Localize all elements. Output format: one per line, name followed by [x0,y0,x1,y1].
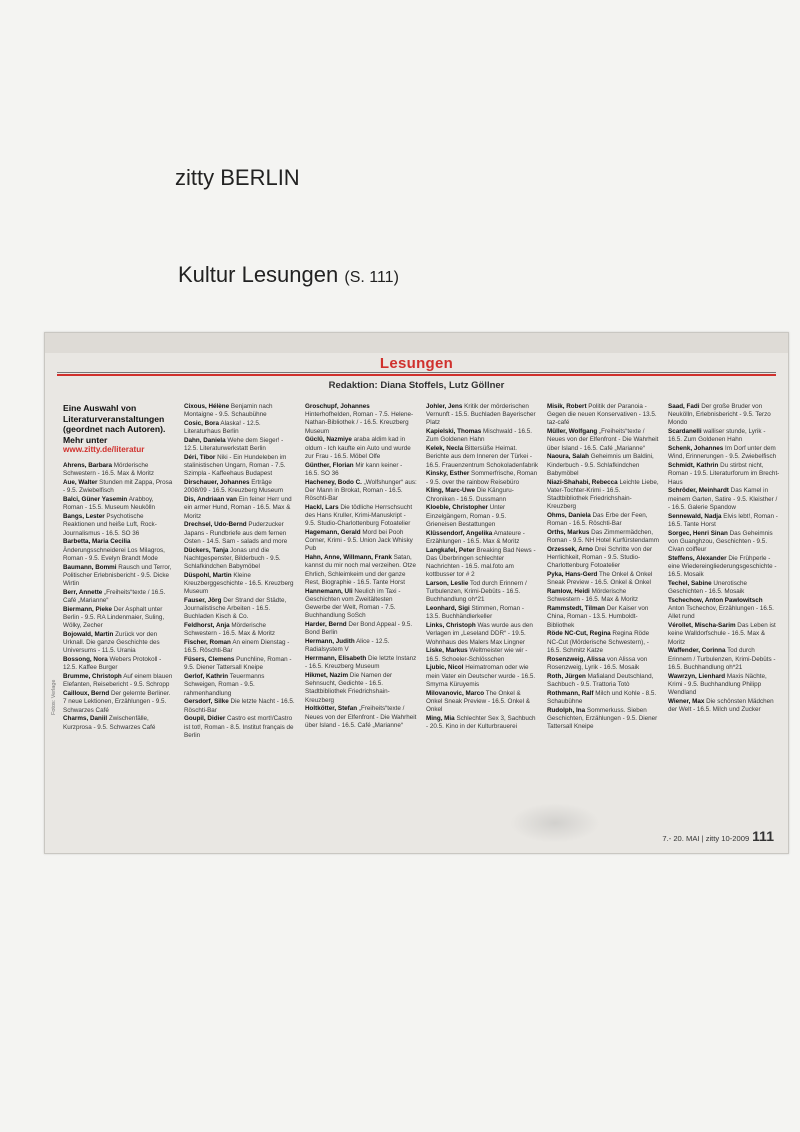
entry-author: Güclü, Nazmiye [305,436,352,444]
entry-author: Gerlof, Kathrin [184,673,229,681]
listing-entry [668,487,780,512]
entry-details: Das Leben ist keine Walldorfschule - 16.5. Max & Moritz [668,622,776,646]
listing-entry [184,437,296,453]
entry-details: walliser stunde, Lyrik - 16.5. Zum Goldenen Hahn [668,428,766,444]
entry-author: Rosenzweig, Alissa [547,655,606,663]
listing-entry [547,630,659,655]
entry-details: Kleine Kreuzberggeschichte - 16.5. Kreuzberg Museum [184,571,294,596]
entry-list [63,462,175,732]
entry-author: Links, Christoph [426,622,476,630]
entry-author: Schmidt, Kathrin [668,462,719,470]
entry-author: Schenk, Johannes [668,445,724,453]
listing-entry [547,656,659,672]
entry-author: Baumann, Bommi [63,563,117,571]
listing-entry [426,547,538,580]
listing-column-5 [547,403,659,823]
entry-author: Pyka, Hans-Gerd [547,571,598,579]
entry-details: Anton Tschechov, Erzählungen - 16.5. Allet rund [668,605,774,621]
listing-entry [184,454,296,479]
listing-entry [305,705,417,730]
entry-details: Mörderische Schwestern - 16.5. Max & Moritz [184,622,275,638]
listing-entry [184,639,296,655]
entry-author: Brumme, Christoph [63,673,122,681]
entry-list [305,403,417,730]
listing-entry [305,504,417,529]
entry-author: Hackl, Lars [305,503,339,511]
page-number: 111 [752,828,774,844]
entry-details: Das Erbe der Feen, Roman - 16.5. Röschti-Bar [547,512,648,528]
listing-entry [668,647,780,672]
entry-details: Die schönsten Mädchen der Welt - 16.5. Milch und Zucker [668,697,774,714]
issue-info: 7.- 20. MAI | zitty 10-2009 [662,834,750,843]
section-banner [45,355,788,405]
intro-title: Eine Auswahl von Literaturveranstaltungen (geordnet nach Autoren). Mehr unter [63,403,166,445]
listing-entry [547,673,659,689]
listing-entry [426,530,538,546]
entry-details: araba aldim kad in oldum - Ich kaufte ein Auto und wurde zur Frau - 16.5. Möbel Olfe [305,436,411,460]
banner-rule [57,372,776,373]
entry-details: Zurück vor den Urknall. Die ganze Geschichte des Universums - 11.5. Urania [63,631,160,655]
listing-entry [63,479,175,495]
listing-entry [184,403,296,419]
listing-entry [426,428,538,444]
entry-details: Der Asphalt unter Berlin - 9.5. RA Lindenmaier, Suling, Wölky, Zecher [63,605,165,630]
entry-details: Weltmeister wie wir - 16.5. Schoeler-Schlösschen [426,647,528,663]
listing-entry [184,521,296,546]
listing-entry [547,428,659,453]
entry-details: Stimmen, Roman - 13.5. Buchhändlerkeller [426,605,524,621]
listing-entry [547,605,659,630]
entry-details: Alice - 12.5. Radialsystem V [305,638,390,654]
entry-details: „Freiheits“texte / 16.5. Café „Marianne“ [63,588,166,605]
entry-details: Sommerfrische, Roman - 9.5. over the rainbow Reisebüro [426,470,538,486]
entry-author: Tschechow, Anton Pawlowitsch [668,597,763,605]
listing-entry [184,698,296,714]
entry-author: Cosic, Bora [184,420,219,427]
listing-entry [184,572,296,597]
page-reference: (S. 111) [344,269,399,286]
entry-author: Müller, Wolfgang [547,428,598,436]
entry-author: Dis, Andriaan van [184,496,237,504]
listing-entry [668,462,780,487]
page-footer [662,828,774,844]
listing-entry [426,622,538,647]
entry-author: Naoura, Salah [547,453,589,461]
entry-details: Das Geheimnis von Guanghzou, Geschichten - 9.5. Civan coiffeur [668,529,773,554]
listing-entry [184,597,296,622]
entry-author: Ohms, Daniela [547,512,591,520]
entry-details: Änderungsschneiderei Los Milagros, Roman - 9.5. Evelyn Brandt Mode [63,546,165,562]
banner-red-rule [57,374,776,376]
listing-entry [184,622,296,638]
entry-author: Hahn, Anne, Willmann, Frank [305,554,392,562]
listing-entry [63,589,175,605]
entry-details: The Onkel & Onkel Sneak Preview - 16.5. Onkel & Onkel [547,571,653,587]
section-title: Lesungen [379,355,454,372]
listing-entry [426,664,538,689]
entry-details: Castro est mort!/Castro ist tot!, Roman - 8.5. Institut français de Berlin [184,715,294,739]
entry-details: Der Kaiser von China, Roman - 13.5. Humboldt-Bibliothek [547,605,649,629]
entry-details: Mir kann keiner - 16.5. SO 36 [305,461,403,477]
document-heading-section [178,262,399,288]
entry-author: Kelek, Necla [426,445,464,453]
listing-entry [63,538,175,563]
listing-entry [668,555,780,580]
entry-details: Der gelernte Berliner. 7 neue Lektionen, Erzählungen - 9.5. Schwarzes Café [63,690,171,714]
listing-entry [426,605,538,621]
listing-entry [63,656,175,672]
entry-details: Drei Schritte von der Herrlichkeit, Roman - 9.5. Studio-Charlottenburg Fotoatelier [547,546,653,570]
entry-author: Ljubic, Nicol [426,664,464,672]
entry-author: Hacheney, Bodo C. [305,478,362,486]
entry-details: Im Dorf unter dem Wind, Erinnerungen - 9.5. Zwiebelfisch [668,445,777,461]
listing-column-3 [305,403,417,823]
entry-details: Das Kamel in meinem Garten, Satire - 9.5. Kleisther / - 16.5. Galerie Spandow [668,487,778,511]
entry-details: Mörderische Schwestern - 16.5. Max & Moritz [63,462,154,478]
entry-author: Wawrzyn, Lienhard [668,672,726,680]
entry-author: Orths, Markus [547,529,590,537]
entry-author: Dirschauer, Johannes [184,479,250,487]
entry-details: Alaska! - 12.5. Literaturhaus Berlin [184,420,261,436]
entry-author: Orzessek, Arno [547,546,593,554]
entry-details: Rausch und Terror, Politischer Erlebnisbericht - 9.5. Dicke Wirtin [63,563,172,588]
entry-author: Klüssendorf, Angelika [426,529,493,537]
entry-author: Ming, Mia [426,714,455,722]
listing-entry [426,647,538,663]
listing-entry [184,496,296,521]
listing-column-2 [184,403,296,823]
entry-details: Webers Protokoll - 12.5. Kaffee Burger [63,656,162,672]
entry-author: Gersdorf, Silke [184,698,229,706]
entry-details: Was wurde aus den Verlagen im „Leseland DDR“ - 19.5. Wohnhaus des Malers Max Lingner [426,622,533,646]
entry-author: Fischer, Roman [184,639,231,647]
listing-entry [547,403,659,428]
entry-author: Schröder, Meinhardt [668,487,729,495]
entry-author: Günther, Florian [305,461,354,469]
listing-entry [426,403,538,428]
entry-details: „Freiheits“texte / Neues von der Elfenfront - Die Wahrheit über Island - 16.5. Café „Marianne“ [547,428,659,452]
listing-entry [426,487,538,503]
entry-author: Ramlow, Heidi [547,588,590,596]
listing-entry [305,638,417,654]
entry-author: Ahrens, Barbara [63,462,112,470]
listing-columns [63,403,783,823]
listing-entry [305,436,417,461]
listing-entry [668,698,780,714]
listing-entry [547,453,659,478]
entry-author: Herrmann, Elisabeth [305,655,367,663]
entry-author: Kling, Marc-Uwe [426,487,475,495]
entry-details: The Onkel & Onkel Sneak Preview - 16.5. Onkel & Onkel [426,689,530,714]
entry-author: Rothmann, Ralf [547,689,594,697]
entry-details: Elvis lebt!, Roman - 16.5. Tante Horst [668,512,778,528]
listing-entry [184,673,296,698]
entry-author: Rudolph, Ina [547,706,586,714]
entry-author: Waffender, Corinna [668,647,726,655]
entry-author: Saad, Fadi [668,403,700,410]
entry-details: Maxis Nächte, Krimi - 9.5. Buchhandlung Philipp Wendland [668,672,767,697]
entry-author: Goupil, Didier [184,715,226,723]
entry-author: Kapielski, Thomas [426,428,482,436]
scan-shadow [510,803,600,843]
listing-entry [305,621,417,637]
listing-entry [668,597,780,622]
entry-author: Steffens, Alexander [668,554,727,562]
document-heading-publication: zitty BERLIN [175,165,300,190]
listing-entry [547,529,659,545]
entry-author: Misik, Robert [547,403,587,410]
entry-list [668,403,780,714]
entry-author: Kloeble, Christopher [426,504,488,512]
entry-details: Leichte Liebe, Vater-Tochter-Krimi - 16.5. Stadtbibliothek Friedrichshain-Kreuzberg [547,478,659,511]
entry-author: Rammstedt, Tilman [547,605,605,613]
entry-details: Tod durch Erinnern / Turbulenzen, Krimi-Debüts - 16.5. Buchhandlung oh*21 [426,580,527,604]
entry-author: Holtkötter, Stefan [305,705,358,713]
listing-entry [184,715,296,740]
intro-link[interactable]: www.zitty.de/literatur [63,445,145,454]
listing-entry [668,622,780,647]
listing-entry [668,530,780,555]
entry-author: Dahn, Daniela [184,437,226,444]
entry-author: Roth, Jürgen [547,672,586,680]
entry-details: Politik der Paranoia - Gegen die neuen Konservativen - 13.5. taz-café [547,403,657,427]
listing-entry [63,673,175,689]
listing-entry [63,513,175,538]
entry-author: Berr, Annette [63,588,103,596]
entry-author: Cixous, Hélène [184,403,230,410]
entry-author: Groschupf, Johannes [305,403,370,410]
entry-author: Sennewald, Nadja [668,512,722,520]
listing-entry [63,690,175,715]
entry-author: Wiener, Max [668,697,705,705]
entry-details: Hinterhofhelden, Roman - 7.5. Helene-Nathan-Bibliothek / - 16.5. Kreuzberg Museum [305,411,414,435]
entry-author: Hagemann, Gerald [305,529,361,537]
listing-entry [63,564,175,589]
listing-entry [547,571,659,587]
listing-entry [184,479,296,495]
entry-details: Regina Röde NC-Cut (Mörderische Schwestern), - 16.5. Schmitz Katze [547,630,650,654]
listing-column-1 [63,403,175,823]
entry-details: Neulich im Taxi - Geschichten vom Zweitältesten Gewerbe der Welt, Roman - 7.5. Buchhandlung SoSch [305,587,401,620]
listing-entry [547,546,659,571]
entry-details: Jonas und die Nachtgespenster, Bilderbuch - 9.5. Schlafkindchen Babymöbel [184,546,281,571]
entry-details: Mafialand Deutschland, Sachbuch - 9.5. Trattoria Totò [547,672,654,688]
entry-author: Füsers, Clemens [184,656,235,664]
entry-details: An einem Dienstag - 16.5. Röschti-Bar [184,639,290,655]
entry-details: „Wolfshunger“ aus: Der Mann in Brokat, Roman - 16.5. Röschti-Bar [305,478,417,503]
listing-entry [426,470,538,486]
entry-author: Niazi-Shahabi, Rebecca [547,478,618,486]
entry-author: Hannemann, Uli [305,587,353,595]
entry-author: Cailloux, Bernd [63,690,110,698]
entry-details: Arabboy, Roman - 15.5. Museum Neukölln [63,496,156,512]
listing-entry [184,547,296,572]
listing-entry [184,656,296,672]
entry-list [547,403,659,731]
listing-entry [305,462,417,478]
listing-entry [63,496,175,512]
entry-details: Die Frühperle - eine Wiedereingliederungsgeschichte - 16.5. Mosaik [668,554,777,579]
entry-author: Leonhard, Sigi [426,605,470,613]
entry-details: Zwischenfälle, Kurzprosa - 9.5. Schwarzes Café [63,715,156,731]
entry-details: Sommerkuss. Sieben Geschichten, Erzählungen - 9.5. Diener Tattersall Kneipe [547,706,658,731]
entry-author: Milovanovic, Marco [426,689,485,697]
entry-details: Unter Einzelgängern, Roman - 9.5. Grieneisen Bestattungen [426,504,507,528]
listing-entry [547,588,659,604]
listing-column-4 [426,403,538,823]
entry-author: Hermann, Judith [305,638,355,646]
entry-author: Feldhorst, Anja [184,622,230,630]
listing-entry [668,445,780,461]
listing-entry [426,445,538,470]
clipping-top-strip [45,333,788,353]
entry-author: Drechsel, Udo-Bernd [184,521,247,529]
entry-details: Psychotische Reaktionen und heiße Luft, Rock-Journalismus - 16.5. SO 36 [63,513,157,537]
entry-author: Bojowald, Martin [63,631,114,639]
entry-details: Der große Bruder von Neukölln, Erlebnisbericht - 9.5. Terzo Mondo [668,403,771,427]
entry-details: Teuermanns Schweigen, Roman - 9.5. rahmenhandlung [184,673,265,697]
entry-author: Déri, Tibor [184,454,216,461]
entry-author: Aue, Walter [63,479,98,487]
entry-author: Barbetta, Maria Cecilia [63,538,131,546]
listing-entry [305,554,417,587]
listing-entry [668,673,780,698]
listing-column-6 [668,403,780,823]
entry-details: Der Strand der Städte, Journalistische Arbeiten - 16.5. Buchladen Kisch & Co. [184,597,287,621]
entry-details: Schlechter Sex 3, Sachbuch - 20.5. Kino in der Kulturbrauerei [426,714,536,731]
entry-author: Fauser, Jörg [184,597,222,605]
listing-entry [547,479,659,512]
section-heading-text: Kultur Lesungen [178,262,339,287]
entry-details: Wehe dem Sieger! - 12.5. Literaturwerkstatt Berlin [184,437,284,453]
entry-author: Larson, Leslie [426,580,469,588]
entry-details: Satan, kannst du mir noch mal verzeihen. Otze Ehrlich, Schleimkeim und der ganze Rest, Biographie - 16.5. Tante Horst [305,554,416,586]
listing-entry [668,580,780,596]
entry-author: Johler, Jens [426,403,463,410]
entry-details: Die tödliche Herrschsucht des Hans Kruller, Krimi-Manuskript - 9.5. Studio-Charlottenburg Fotoatelier [305,503,413,528]
listing-entry [426,715,538,731]
listing-entry [305,529,417,554]
listing-entry [63,462,175,478]
entry-details: Benjamin nach Montaigne - 9.5. Schaubühne [184,403,273,419]
entry-author: Techel, Sabine [668,580,712,588]
entry-details: Puderzucker Japans - Rundbriefe aus dem fernen Osten - 14.5. Sam - salads and more [184,521,288,545]
entry-details: Mord bei Pooh Corner, Krimi - 9.5. Union Jack Whisky Pub [305,529,413,553]
entry-details: Tod durch Erinnern / Turbulenzen, Krimi-Debüts - 16.5. Buchhandlung oh*21 [668,647,776,671]
entry-author: Liske, Markus [426,647,468,655]
entry-details: Geheimnis um Baldini, Kinderbuch - 9.5. Schlafkindchen Babymöbel [547,453,654,477]
entry-details: Mischwald - 16.5. Zum Goldenen Hahn [426,428,533,444]
listing-entry [426,504,538,529]
listing-entry [184,420,296,436]
entry-details: Das Zimmermädchen, Roman - 9.5. NH Hotel Kurfürstendamm [547,529,659,545]
listing-entry [426,690,538,715]
entry-author: Bossong, Nora [63,656,108,664]
listing-entry [547,690,659,706]
entry-details: Die Namen der Sehnsucht, Gedichte - 16.5. Stadtbibliothek Friedrichshain-Kreuzberg [305,672,393,704]
listing-entry [305,479,417,504]
entry-details: Breaking Bad News - Das Überbringen schlechter Nachrichten - 16.5. mal.foto am kottbusser tor # 2 [426,546,536,579]
entry-details: Du stirbst nicht, Roman - 19.5. Literaturforum im Brecht-Haus [668,462,780,486]
entry-author: Charms, Daniil [63,715,108,723]
entry-author: Dückers, Tanja [184,546,229,554]
entry-author: Scardanelli [668,428,702,436]
entry-author: Biermann, Pieke [63,605,112,613]
entry-author: Hikmet, Nazim [305,672,349,680]
entry-details: Erträge 2008/09 - 16.5. Kreuzberg Museum [184,479,284,495]
listing-entry [668,403,780,428]
entry-author: Langkafel, Peter [426,546,475,554]
listing-entry [305,403,417,436]
listing-entry [668,513,780,529]
photo-credit: Fotos: Verlage [51,679,57,715]
editors-credit: Redaktion: Diana Stoffels, Lutz Göllner [328,380,505,391]
listing-entry [305,672,417,705]
listing-entry [63,606,175,631]
listing-entry [426,580,538,605]
listing-entry [547,512,659,528]
entry-author: Sorgec, Henri Sinan [668,529,728,537]
listing-entry [547,707,659,732]
entry-details: Heimatroman oder wie mein Vater ein Deutscher wurde - 16.5. Smyrna Küruyemis [426,664,536,688]
entry-details: Milch und Kohle - 8.5. Schaubühne [547,689,657,705]
entry-details: Niki - Ein Hundeleben im stalinistischen Ungarn, Roman - 7.5. Szimpla - Kaffeehaus Budapest [184,454,287,478]
entry-author: Kinsky, Esther [426,470,470,478]
entry-details: Stunden mit Zappa, Prosa - 9.5. Zwiebelfisch [63,479,173,495]
newspaper-clipping [44,332,789,854]
entry-details: von Alissa von Rosenzweig, Lyrik - 16.5. Mosaik [547,655,648,671]
entry-author: Vérollet, Mischa-Sarim [668,622,736,630]
listing-entry [305,655,417,671]
listing-entry [63,715,175,731]
entry-details: Die letzte Nacht - 16.5. Röschti-Bar [184,698,295,714]
listing-entry [668,428,780,444]
entry-list [426,403,538,731]
entry-details: Ein feiner Herr und ein armer Hund, Roman - 16.5. Max & Moritz [184,496,292,520]
entry-details: „Freiheits“texte / Neues von der Elfenfront - Die Wahrheit über Island - 16.5. Café „Marianne“ [305,705,417,729]
entry-details: Kritik der mörderischen Vernunft - 15.5. Buchladen Bayerischer Platz [426,403,536,427]
entry-details: Amateure - Erzählungen - 16.5. Max & Moritz [426,529,525,545]
entry-details: Punchline, Roman - 9.5. Diener Tattersall Kneipe [184,656,292,672]
entry-author: Bangs, Lester [63,513,105,521]
entry-details: Auf einem blauen Elefanten, Reisebericht - 9.5. Schropp [63,673,173,689]
entry-details: Unerotische Geschichten - 16.5. Mosaik [668,580,747,596]
entry-author: Röde NC-Cut, Regina [547,630,611,638]
listing-entry [63,631,175,656]
entry-list [184,403,296,740]
entry-author: Harder, Bernd [305,621,347,629]
entry-details: Der Bond Appeal - 9.5. Bond Berlin [305,621,413,637]
entry-author: Balci, Güner Yasemin [63,496,128,504]
entry-details: Mörderische Schwestern - 16.5. Max & Moritz [547,588,638,604]
entry-author: Düspohl, Martin [184,571,232,579]
entry-details: Die Känguru-Chroniken - 16.5. Dussmann [426,487,514,503]
entry-details: Bittersüße Heimat. Berichte aus dem Inneren der Türkei - 16.5. Frauenzentrum Schokoladenfabrik [426,445,538,469]
listing-entry [305,588,417,621]
entry-details: Die letzte Instanz - 16.5. Kreuzberg Museum [305,655,417,671]
